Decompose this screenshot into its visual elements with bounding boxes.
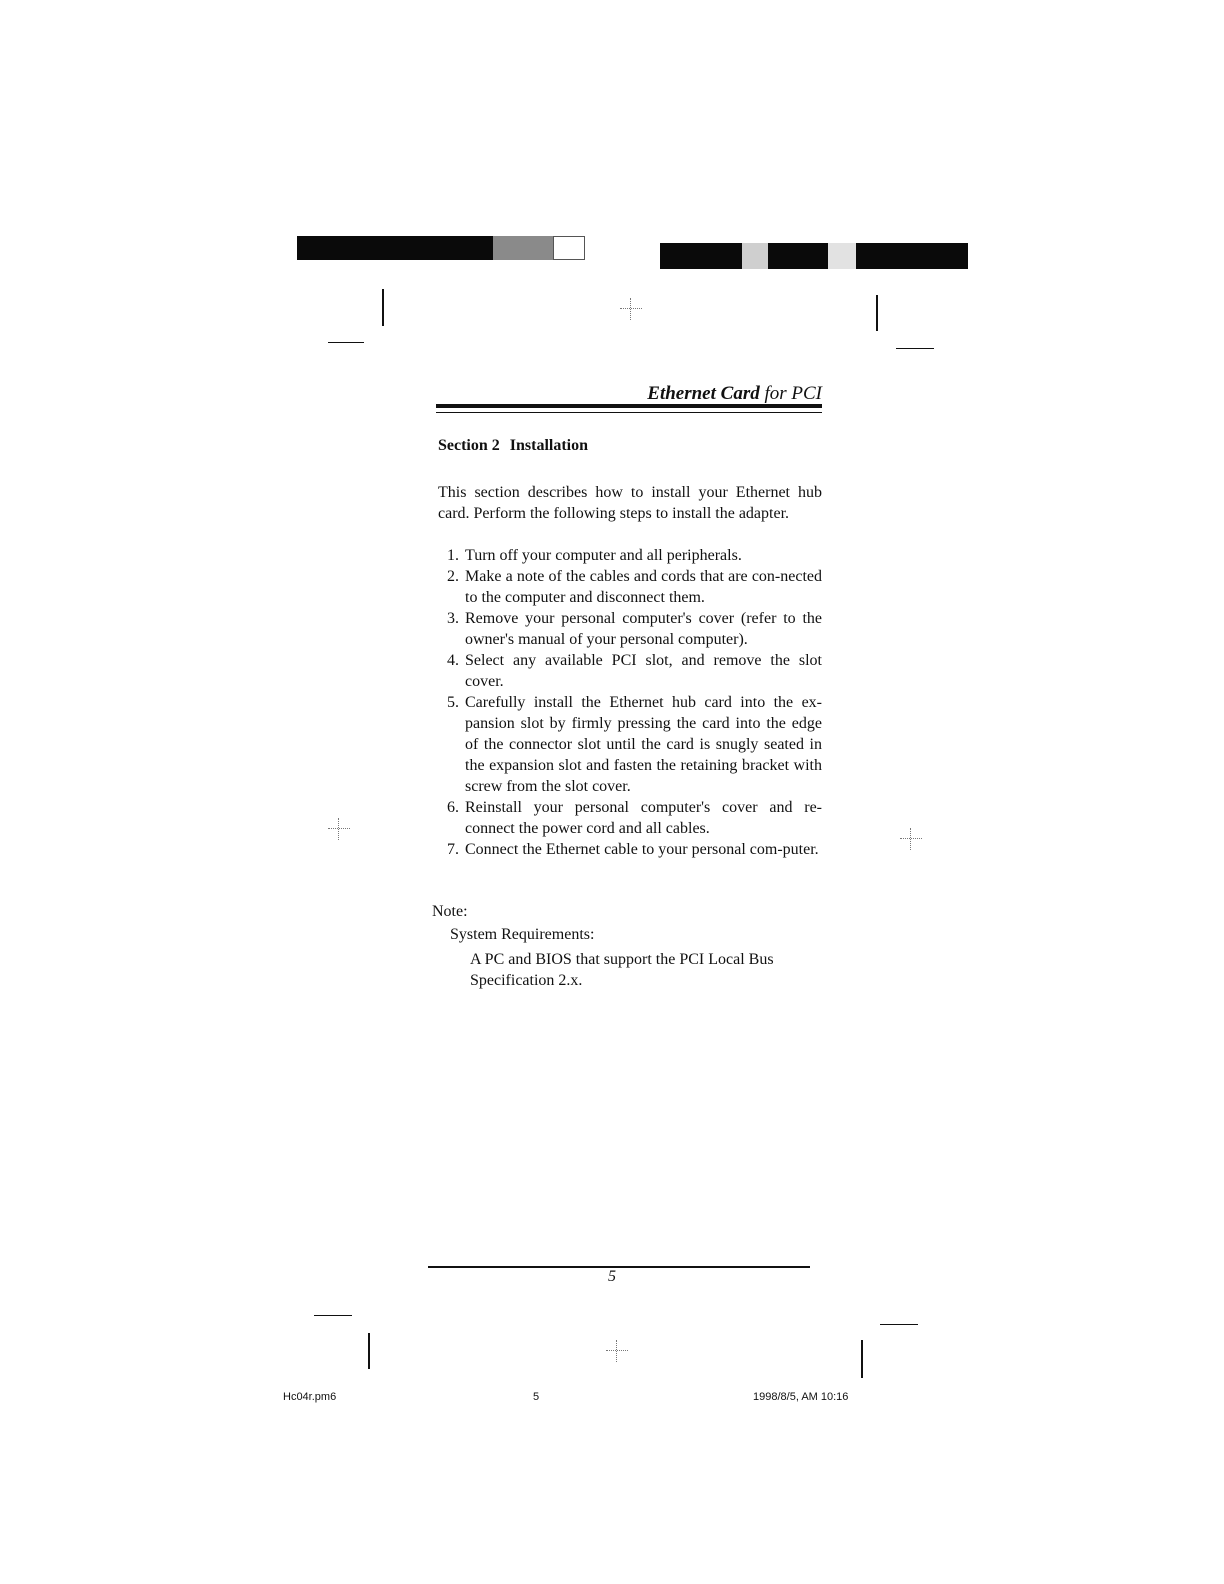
crop-mark-bottom-left-h [314, 1315, 352, 1316]
printer-bar-right-2 [768, 243, 828, 269]
crop-mark-top-left-h [328, 342, 364, 343]
section-number: Section 2 [438, 437, 500, 454]
page-number: 5 [608, 1268, 616, 1285]
section-title [438, 437, 598, 455]
installation-steps [447, 545, 822, 860]
section-name: Installation [509, 437, 589, 454]
step-item: 6. Reinstall your personal computer's cover and re-connect the power cord and all cables. [447, 799, 822, 837]
note-heading: System Requirements: [450, 926, 595, 943]
step-item: 4. Select any available PCI slot, and remove the slot cover. [447, 652, 822, 690]
crop-mark-bottom-left-v [368, 1333, 370, 1369]
registration-mark-top [620, 298, 642, 320]
registration-mark-left [328, 818, 350, 840]
header-rule-thin [436, 412, 822, 413]
registration-mark-bottom [606, 1340, 628, 1362]
crop-mark-top-left-v [382, 289, 384, 326]
footer-page: 5 [533, 1391, 540, 1403]
footer-file: Hc04r.pm6 [283, 1391, 337, 1403]
crop-mark-bottom-right-h [880, 1324, 918, 1325]
crop-mark-top-right-v [876, 295, 878, 331]
step-item: 1. Turn off your computer and all peripherals. [447, 547, 742, 564]
printer-bar-right-gray-2 [828, 243, 856, 269]
crop-mark-top-right-h [896, 348, 934, 349]
printer-bar-right [660, 243, 742, 269]
note-text: A PC and BIOS that support the PCI Local Bus Specification 2.x. [470, 951, 774, 989]
intro-paragraph: This section describes how to install your Ethernet hub card. Perform the following steps to install the adapter. [438, 484, 822, 522]
running-header [436, 383, 822, 405]
crop-mark-bottom-right-v [861, 1340, 863, 1378]
printer-bar-right-3 [856, 243, 968, 269]
footer-timestamp: 1998/8/5, AM 10:16 [753, 1391, 849, 1403]
printer-bar-left [297, 236, 493, 260]
running-header-rest: for PCI [764, 383, 822, 404]
registration-mark-right [900, 828, 922, 850]
note-label: Note: [432, 903, 468, 920]
header-rule-thick [436, 404, 822, 408]
running-header-bold: Ethernet Card [647, 383, 760, 404]
footer-rule [428, 1266, 810, 1268]
printer-bar-left-outline [553, 236, 585, 260]
step-item: 3. Remove your personal computer's cover (refer to the owner's manual of your personal computer). [447, 610, 822, 648]
step-item: 2. Make a note of the cables and cords that are con-nected to the computer and disconnect them. [447, 568, 822, 606]
step-item: 7. Connect the Ethernet cable to your personal com-puter. [447, 841, 819, 858]
printer-bar-right-gray [742, 243, 768, 269]
printer-bar-left-gray [493, 236, 553, 260]
step-item: 5. Carefully install the Ethernet hub card into the ex-pansion slot by firmly pressing the card into the edge of the connector slot until the card is snugly seated in the expansion slot and fasten the retaining bracket with screw from the slot cover. [447, 694, 822, 795]
